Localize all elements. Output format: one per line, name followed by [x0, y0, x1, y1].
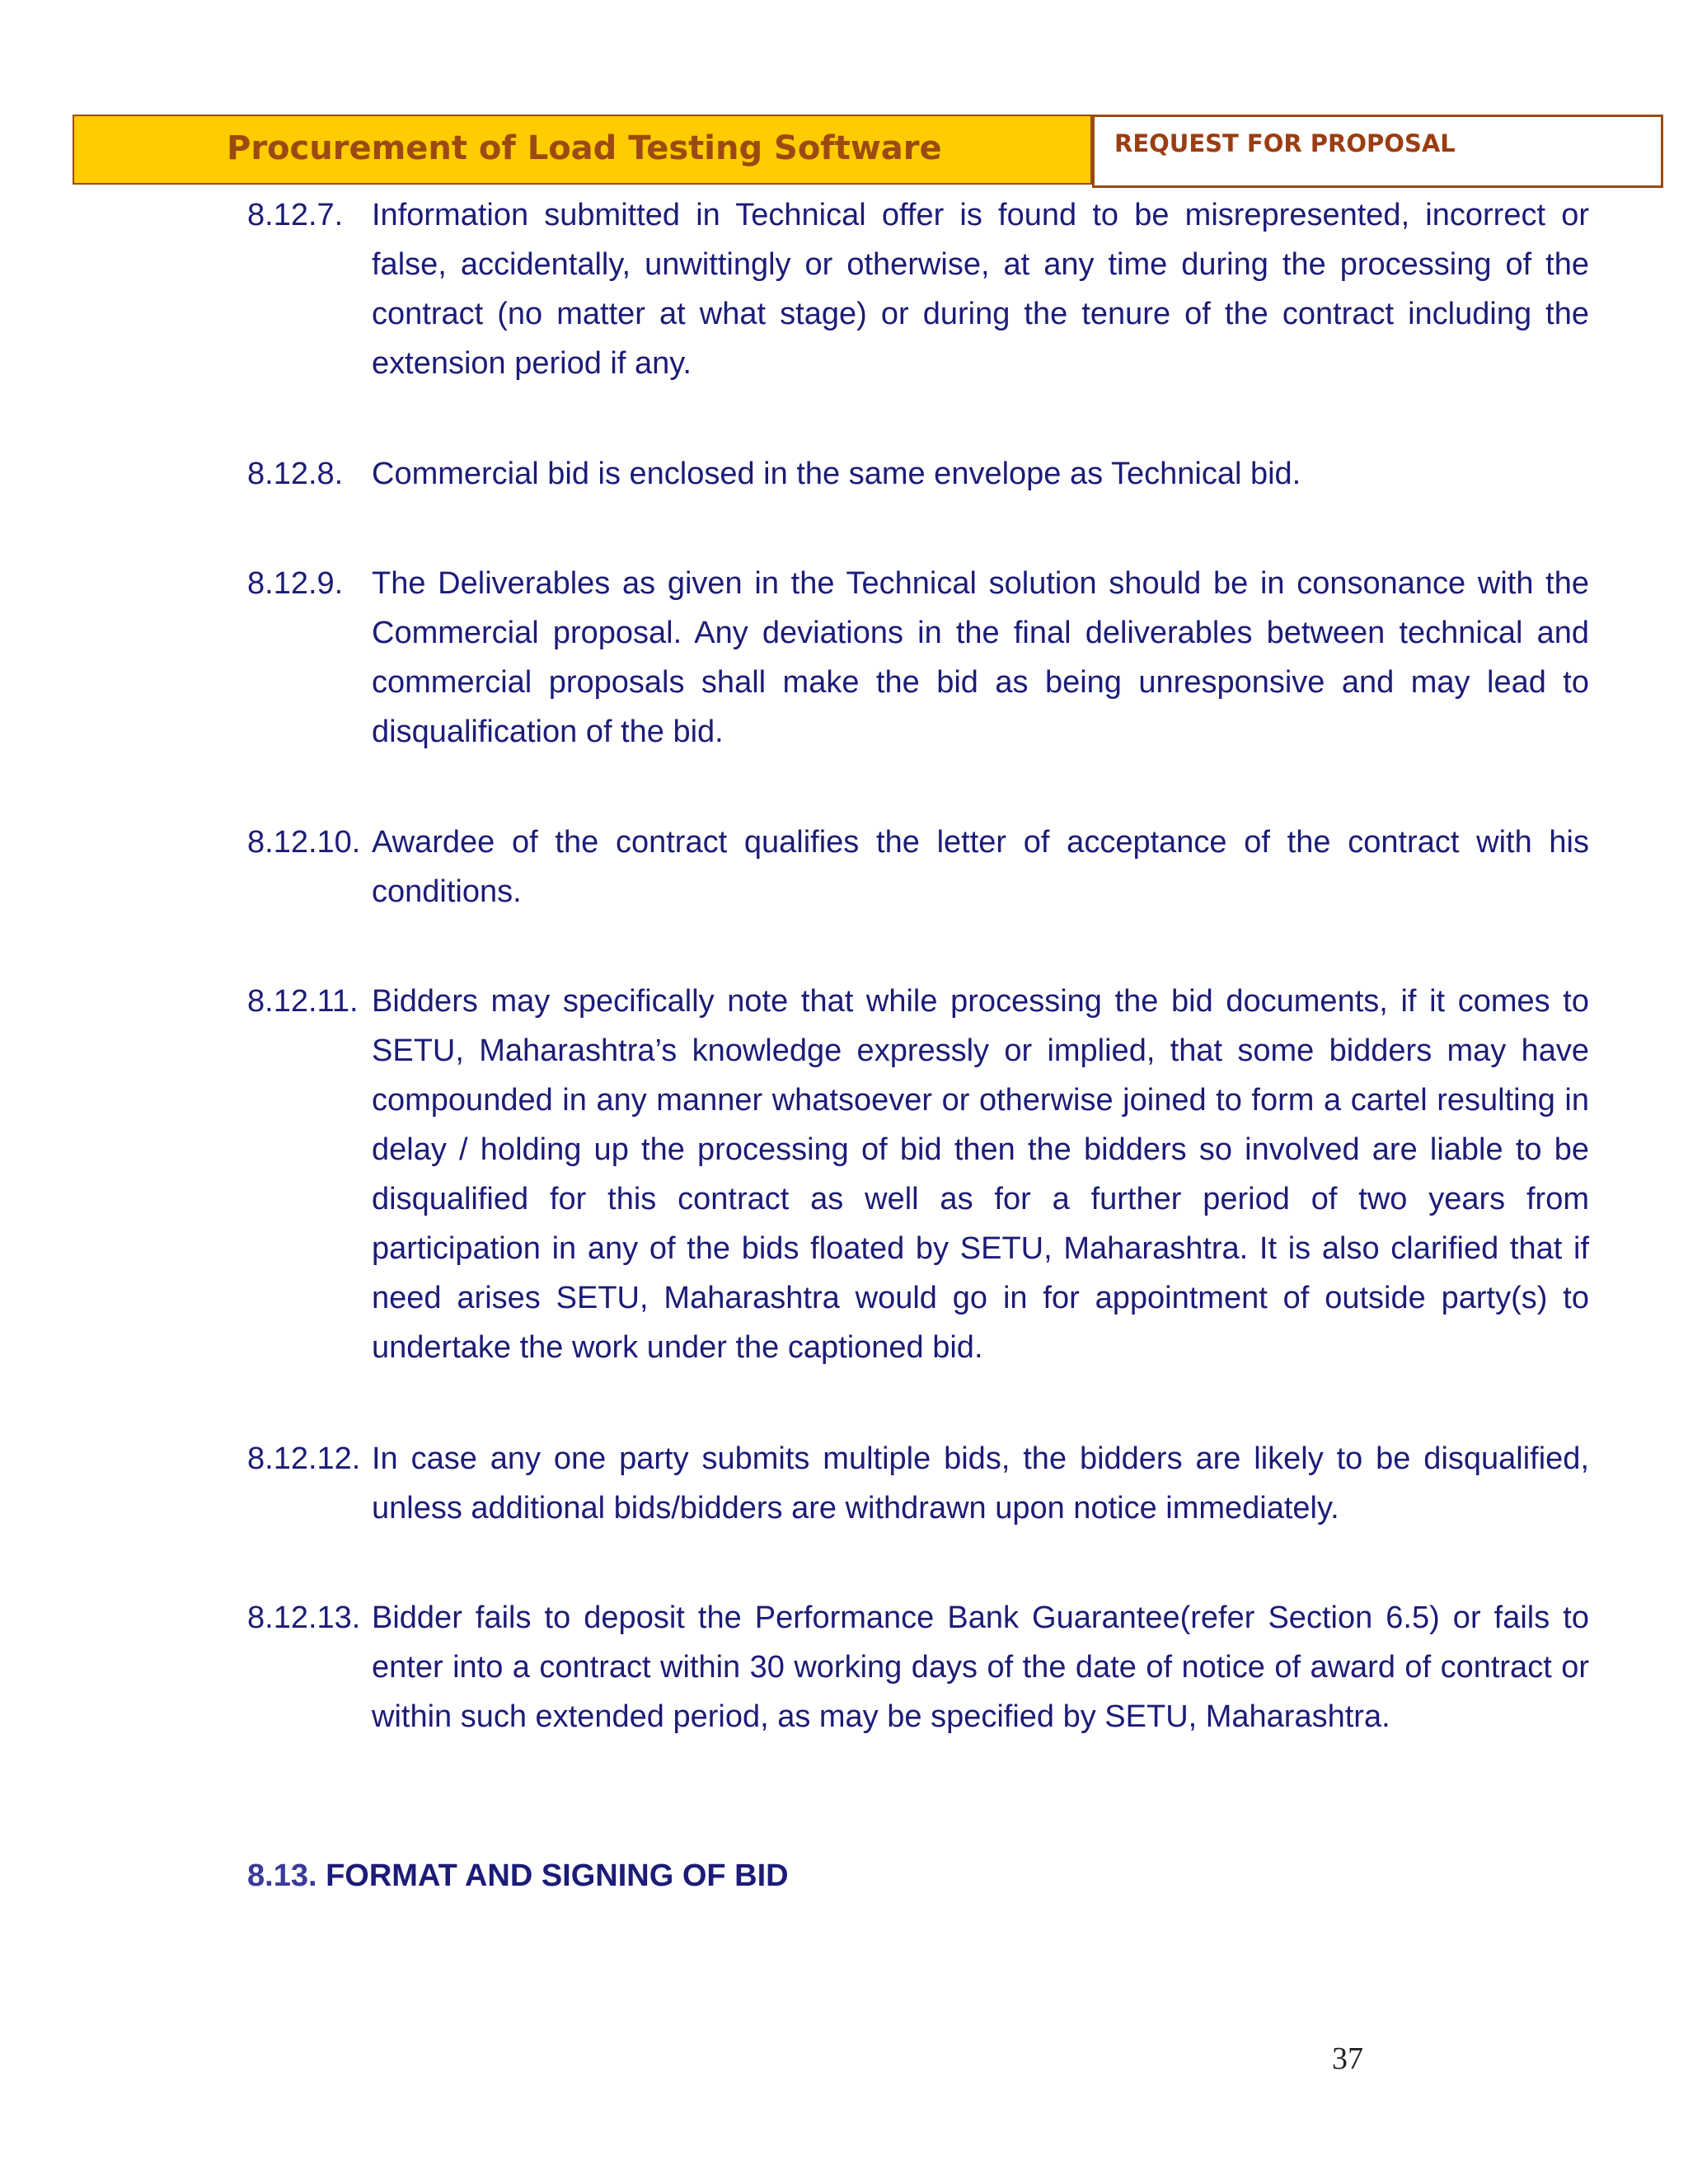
clause-8-12-7	[247, 190, 1589, 388]
clause-number: 8.12.10.	[247, 825, 361, 860]
header-doc-type: REQUEST FOR PROPOSAL	[1114, 129, 1456, 157]
clause-number: 8.12.8.	[247, 457, 344, 491]
clause-8-12-12	[247, 1434, 1589, 1533]
header-title: Procurement of Load Testing Software	[227, 129, 942, 167]
clause-text: Bidders may specifically note that while processing the bid documents, if it comes to SETU, Maharashtra’s knowledge expressly or implied, that some bidders may have compounded in any manner whatsoever or otherwise joined to form a cartel resulting in delay / holding up the processing of bid then the bidders so involved are liable to be disqualified for this contract as well as for a further period of two years from participation in any of the bids floated by SETU, Maharashtra. It is also clarified that if need arises SETU, Maharashtra would go in for appointment of outside party(s) to undertake the work under the captioned bid.	[372, 984, 1589, 1365]
clause-8-12-10	[247, 818, 1589, 916]
clause-text: In case any one party submits multiple bids, the bidders are likely to be disqualified, unless additional bids/bidders are withdrawn upon notice immediately.	[372, 1441, 1589, 1526]
header-doc-type-box	[1092, 115, 1663, 188]
clause-text: The Deliverables as given in the Technical solution should be in consonance with the Commercial proposal. Any deviations in the final deliverables between technical and commercial proposals shall make the bid as being unresponsive and may lead to disqualification of the bid.	[372, 566, 1589, 749]
clause-number: 8.12.13.	[247, 1601, 361, 1635]
clause-8-12-9	[247, 559, 1589, 757]
clause-8-12-11	[247, 977, 1589, 1372]
section-heading	[247, 1851, 789, 1900]
section-number: 8.13.	[247, 1858, 317, 1893]
clause-8-12-8	[247, 449, 1589, 499]
clause-number: 8.12.11.	[247, 984, 359, 1019]
clause-text: Commercial bid is enclosed in the same envelope as Technical bid.	[372, 457, 1301, 491]
clause-text: Bidder fails to deposit the Performance Bank Guarantee(refer Section 6.5) or fails to enter into a contract within 30 working days of the date of notice of award of contract or within such extended period, as may be specified by SETU, Maharashtra.	[372, 1601, 1589, 1734]
page-header	[73, 115, 1663, 188]
clause-8-12-13	[247, 1593, 1589, 1741]
clause-number: 8.12.12.	[247, 1441, 361, 1476]
page-number: 37	[1332, 2041, 1363, 2076]
clause-number: 8.12.9.	[247, 566, 344, 601]
clause-text: Awardee of the contract qualifies the letter of acceptance of the contract with his conditions.	[372, 825, 1589, 909]
clause-number: 8.12.7.	[247, 198, 344, 232]
clause-text: Information submitted in Technical offer is found to be misrepresented, incorrect or false, accidentally, unwittingly or otherwise, at any time during the processing of the contract (no matter at what stage) or during the tenure of the contract including the extension period if any.	[372, 198, 1589, 381]
section-title: FORMAT AND SIGNING OF BID	[326, 1858, 789, 1893]
header-title-box	[73, 115, 1092, 185]
